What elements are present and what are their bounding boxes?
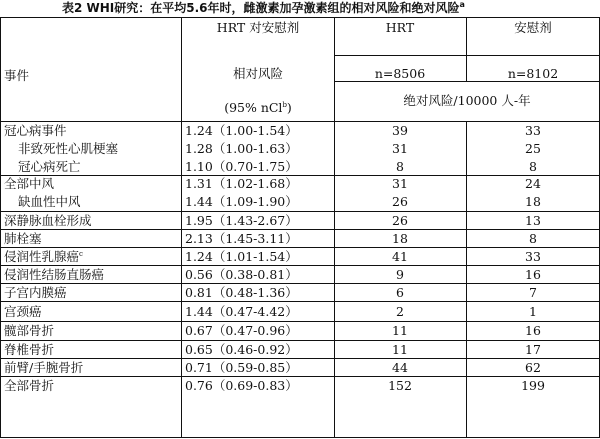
- table-bottom-border: [0, 437, 600, 438]
- cell-event-text: 侵润性结肠直肠癌: [4, 267, 105, 282]
- header-rr-sub: 相对风险: [232, 66, 283, 81]
- cell-placebo: 16: [525, 323, 541, 338]
- cell-placebo: 1: [529, 304, 537, 319]
- header-abs-risk: 绝对风险/10000 人-年: [403, 93, 531, 108]
- cell-event: [4, 342, 54, 357]
- cell-rr: 1.44（0.47-4.42）: [185, 304, 298, 319]
- data-table: [0, 17, 600, 438]
- cell-rr: 0.81（0.48-1.36）: [185, 285, 298, 300]
- cell-hrt: 152: [388, 378, 412, 393]
- cell-rr: 0.76（0.69-0.83）: [185, 378, 298, 393]
- cell-event: [4, 285, 67, 300]
- header-n-rule: [334, 55, 600, 56]
- cell-rr: 1.28（1.00-1.63）: [185, 141, 298, 156]
- cell-hrt: 8: [396, 159, 404, 174]
- col-divider-hrt-body: [466, 121, 467, 438]
- cell-rr: 0.71（0.59-0.85）: [185, 360, 298, 375]
- cell-placebo: 8: [529, 159, 537, 174]
- cell-hrt: 44: [392, 360, 408, 375]
- row-group-rule: [0, 175, 600, 176]
- cell-placebo: 62: [525, 360, 541, 375]
- cell-rr: 0.67（0.47-0.96）: [185, 323, 298, 338]
- col-divider-rr: [334, 17, 335, 438]
- row-group-rule: [0, 321, 600, 322]
- cell-placebo: 199: [521, 378, 545, 393]
- row-group-rule: [0, 247, 600, 248]
- cell-event: [4, 249, 83, 264]
- cell-placebo: 17: [525, 342, 541, 357]
- cell-event-text: 深静脉血栓形成: [4, 213, 92, 228]
- cell-rr: 2.13（1.45-3.11）: [185, 231, 298, 246]
- cell-hrt: 18: [392, 231, 408, 246]
- cell-hrt: 39: [392, 123, 408, 138]
- cell-placebo: 16: [525, 267, 541, 282]
- cell-event: [4, 176, 54, 191]
- cell-event: [18, 141, 118, 156]
- cell-event-text: 侵润性乳腺癌: [4, 249, 80, 264]
- cell-event: [4, 304, 42, 319]
- header-ci-close: ): [286, 100, 292, 115]
- cell-placebo: 25: [525, 141, 541, 156]
- cell-rr: 0.56（0.38-0.81）: [185, 267, 298, 282]
- cell-placebo: 8: [529, 231, 537, 246]
- table-top-border: [0, 17, 600, 18]
- cell-rr: 1.31（1.02-1.68）: [185, 176, 298, 191]
- header-ci: [182, 100, 334, 115]
- cell-event-text: 全部骨折: [4, 378, 55, 393]
- cell-event: [4, 267, 104, 282]
- cell-placebo: 7: [529, 285, 537, 300]
- header-hrt: HRT: [385, 20, 415, 35]
- row-group-rule: [0, 301, 600, 302]
- row-group-rule: [0, 283, 600, 284]
- cell-event-text: 子宫内膜癌: [4, 285, 67, 300]
- row-group-rule: [0, 358, 600, 359]
- cell-event-text: 缺血性中风: [18, 194, 81, 209]
- cell-event-text: 冠心病死亡: [18, 159, 81, 174]
- row-group-rule: [0, 265, 600, 266]
- cell-rr: 1.44（1.09-1.90）: [185, 194, 298, 209]
- cell-hrt: 2: [396, 304, 404, 319]
- cell-rr: 1.24（1.01-1.54）: [185, 249, 298, 264]
- cell-hrt: 31: [392, 176, 408, 191]
- cell-event: [4, 231, 42, 246]
- cell-event-text: 非致死性心肌梗塞: [18, 141, 119, 156]
- cell-event: [18, 159, 81, 174]
- cell-event-text: 前臂/手腕骨折: [4, 360, 84, 375]
- cell-event-text: 髋部骨折: [4, 323, 55, 338]
- cell-rr: 1.24（1.00-1.54）: [185, 123, 298, 138]
- header-ci-footnote-mark: b: [282, 100, 287, 109]
- header-placebo-n: n=8102: [507, 66, 559, 81]
- cell-hrt: 31: [392, 141, 408, 156]
- cell-hrt: 41: [392, 249, 408, 264]
- cell-placebo: 33: [525, 249, 541, 264]
- header-bottom-rule: [0, 121, 600, 122]
- cell-hrt: 11: [392, 323, 408, 338]
- cell-hrt: 26: [392, 194, 408, 209]
- table-title: [62, 0, 600, 17]
- cell-event-footnote-mark: c: [79, 249, 83, 258]
- header-abs-rule: [334, 81, 600, 82]
- cell-event: [4, 123, 67, 138]
- col-divider-event: [181, 17, 182, 438]
- row-group-rule: [0, 340, 600, 341]
- cell-event: [4, 360, 83, 375]
- cell-event-text: 冠心病事件: [4, 123, 67, 138]
- cell-event-text: 肺栓塞: [4, 231, 42, 246]
- row-group-rule: [0, 229, 600, 230]
- header-rr-title: HRT 对安慰剂: [216, 20, 300, 35]
- header-placebo: 安慰剂: [514, 20, 552, 35]
- cell-hrt: 6: [396, 285, 404, 300]
- cell-event: [4, 378, 54, 393]
- cell-event-text: 全部中风: [4, 176, 55, 191]
- cell-event: [4, 323, 54, 338]
- cell-rr: 1.10（0.70-1.75）: [185, 159, 298, 174]
- header-ci-label: (95% nCl: [224, 100, 283, 115]
- cell-hrt: 9: [396, 267, 404, 282]
- cell-hrt: 26: [392, 213, 408, 228]
- cell-placebo: 24: [525, 176, 541, 191]
- cell-placebo: 18: [525, 194, 541, 209]
- col-divider-hrt-header: [466, 17, 467, 81]
- cell-event-text: 脊椎骨折: [4, 342, 55, 357]
- row-group-rule: [0, 376, 600, 377]
- header-event: 事件: [4, 68, 30, 83]
- cell-rr: 0.65（0.46-0.92）: [185, 342, 298, 357]
- cell-placebo: 33: [525, 123, 541, 138]
- row-group-rule: [0, 211, 600, 212]
- header-hrt-n: n=8506: [374, 66, 426, 81]
- table-title-footnote-mark: a: [459, 0, 465, 9]
- cell-event: [18, 194, 81, 209]
- cell-event-text: 宫颈癌: [4, 304, 42, 319]
- cell-rr: 1.95（1.43-2.67）: [185, 213, 298, 228]
- cell-event: [4, 213, 92, 228]
- cell-placebo: 13: [525, 213, 541, 228]
- table-title-text: 表2 WHI研究：在平均5.6年时，雌激素加孕激素组的相对风险和绝对风险: [62, 1, 460, 15]
- table-left-border: [0, 17, 1, 438]
- cell-hrt: 11: [392, 342, 408, 357]
